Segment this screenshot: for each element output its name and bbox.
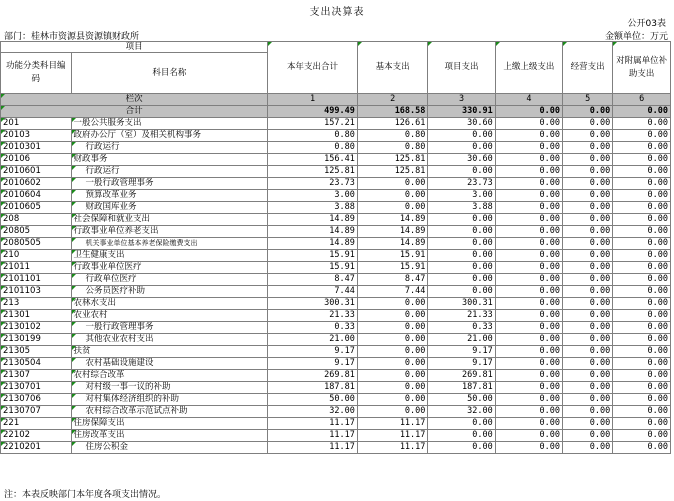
cell-name[interactable]: 对村级一事一议的补助: [71, 382, 268, 394]
cell-upper[interactable]: 0.00: [495, 202, 562, 214]
cell-name[interactable]: 行政事业单位医疗: [71, 262, 268, 274]
cell-business[interactable]: 0.00: [563, 154, 613, 166]
cell-total[interactable]: 3.00: [268, 190, 358, 202]
cell-name[interactable]: 一般行政管理事务: [71, 322, 268, 334]
cell-code[interactable]: 2010602: [1, 178, 72, 190]
cell-basic[interactable]: 0.00: [357, 190, 428, 202]
cell-business[interactable]: 0.00: [563, 430, 613, 442]
cell-total[interactable]: 0.33: [268, 322, 358, 334]
cell-total[interactable]: 9.17: [268, 358, 358, 370]
cell-total[interactable]: 7.44: [268, 286, 358, 298]
cell-upper[interactable]: 0.00: [495, 286, 562, 298]
cell-business[interactable]: 0.00: [563, 358, 613, 370]
cell-code[interactable]: 2130102: [1, 322, 72, 334]
cell-total[interactable]: 300.31: [268, 298, 358, 310]
cell-business[interactable]: 0.00: [563, 226, 613, 238]
header-project-expense[interactable]: 项目支出: [428, 42, 495, 94]
cell-project[interactable]: 0.00: [428, 430, 495, 442]
cell-basic[interactable]: 0.00: [357, 202, 428, 214]
cell-total[interactable]: 156.41: [268, 154, 358, 166]
header-project[interactable]: 项目: [1, 42, 268, 53]
cell-total[interactable]: 15.91: [268, 250, 358, 262]
cell-business[interactable]: 0.00: [563, 370, 613, 382]
cell-code[interactable]: 2130701: [1, 382, 72, 394]
cell-project[interactable]: 0.00: [428, 226, 495, 238]
table-row: [1, 154, 671, 166]
cell-project[interactable]: 0.00: [428, 442, 495, 454]
cell-name[interactable]: 农林水支出: [71, 298, 268, 310]
cell-code[interactable]: 2010601: [1, 166, 72, 178]
cell-subsidy[interactable]: 0.00: [613, 238, 671, 250]
cell-basic[interactable]: 0.00: [357, 310, 428, 322]
cell-subsidy[interactable]: 0.00: [613, 322, 671, 334]
cell-project[interactable]: 0.00: [428, 130, 495, 142]
cell-name[interactable]: 扶贫: [71, 346, 268, 358]
cell-subsidy[interactable]: 0.00: [613, 418, 671, 430]
cell-basic[interactable]: 0.00: [357, 394, 428, 406]
cell-name[interactable]: 住房改革支出: [71, 430, 268, 442]
cell-project[interactable]: 32.00: [428, 406, 495, 418]
cell-name[interactable]: 一般行政管理事务: [71, 178, 268, 190]
cell-basic[interactable]: 126.61: [357, 118, 428, 130]
cell-code[interactable]: 2010604: [1, 190, 72, 202]
table-number: 公开03表: [627, 19, 666, 29]
cell-subsidy[interactable]: 0.00: [613, 274, 671, 286]
cell-code[interactable]: 2130706: [1, 394, 72, 406]
cell-total[interactable]: 187.81: [268, 382, 358, 394]
cell-subsidy[interactable]: 0.00: [613, 382, 671, 394]
cell-subsidy[interactable]: 0.00: [613, 190, 671, 202]
cell-upper[interactable]: 0.00: [495, 406, 562, 418]
table-row: [1, 430, 671, 442]
table-row: [1, 310, 671, 322]
cell-name[interactable]: 社会保障和就业支出: [71, 214, 268, 226]
cell-project[interactable]: 269.81: [428, 370, 495, 382]
cell-name[interactable]: 预算改革业务: [71, 190, 268, 202]
cell-subsidy[interactable]: 0.00: [613, 394, 671, 406]
cell-total[interactable]: 11.17: [268, 430, 358, 442]
footnote: 注：本表反映部门本年度各项支出情况。: [4, 490, 167, 500]
cell-subsidy[interactable]: 0.00: [613, 286, 671, 298]
table-row: [1, 118, 671, 130]
table-row: [1, 418, 671, 430]
cell-project[interactable]: 0.33: [428, 322, 495, 334]
cell-total[interactable]: 23.73: [268, 178, 358, 190]
cell-name[interactable]: 农村基础设施建设: [71, 358, 268, 370]
cell-total[interactable]: 11.17: [268, 418, 358, 430]
cell-business[interactable]: 0.00: [563, 394, 613, 406]
table-row: [1, 322, 671, 334]
cell-project[interactable]: 0.00: [428, 286, 495, 298]
cell-subsidy[interactable]: 0.00: [613, 178, 671, 190]
cell-business[interactable]: 0.00: [563, 166, 613, 178]
cell-subsidy[interactable]: 0.00: [613, 334, 671, 346]
cell-basic[interactable]: 0.00: [357, 322, 428, 334]
cell-subsidy[interactable]: 0.00: [613, 202, 671, 214]
cell-name[interactable]: 行政运行: [71, 142, 268, 154]
cell-name[interactable]: 对村集体经济组织的补助: [71, 394, 268, 406]
cell-business[interactable]: 0.00: [563, 334, 613, 346]
cell-upper[interactable]: 0.00: [495, 154, 562, 166]
cell-code[interactable]: 2080505: [1, 238, 72, 250]
cell-upper[interactable]: 0.00: [495, 190, 562, 202]
cell-code[interactable]: 201: [1, 118, 72, 130]
cell-total[interactable]: 125.81: [268, 166, 358, 178]
cell-upper[interactable]: 0.00: [495, 238, 562, 250]
cell-name[interactable]: 公务员医疗补助: [71, 286, 268, 298]
cell-total[interactable]: 3.88: [268, 202, 358, 214]
cell-upper[interactable]: 0.00: [495, 322, 562, 334]
header-subsidy[interactable]: 对附属单位补助支出: [613, 42, 671, 94]
cell-total[interactable]: 14.89: [268, 214, 358, 226]
cell-code[interactable]: 213: [1, 298, 72, 310]
cell-subsidy[interactable]: 0.00: [613, 130, 671, 142]
total-total[interactable]: 499.49: [268, 106, 358, 118]
cell-code[interactable]: 22102: [1, 430, 72, 442]
table-row: [1, 382, 671, 394]
cell-upper[interactable]: 0.00: [495, 310, 562, 322]
cell-business[interactable]: 0.00: [563, 130, 613, 142]
cell-upper[interactable]: 0.00: [495, 358, 562, 370]
cell-upper[interactable]: 0.00: [495, 142, 562, 154]
cell-project[interactable]: 21.33: [428, 310, 495, 322]
cell-subsidy[interactable]: 0.00: [613, 442, 671, 454]
cell-basic[interactable]: 14.89: [357, 214, 428, 226]
cell-project[interactable]: 21.00: [428, 334, 495, 346]
cell-basic[interactable]: 15.91: [357, 262, 428, 274]
cell-total[interactable]: 14.89: [268, 238, 358, 250]
cell-project[interactable]: 9.17: [428, 346, 495, 358]
cell-basic[interactable]: 8.47: [357, 274, 428, 286]
cell-code[interactable]: 2010605: [1, 202, 72, 214]
cell-business[interactable]: 0.00: [563, 202, 613, 214]
cell-code[interactable]: 2130707: [1, 406, 72, 418]
table-row: [1, 334, 671, 346]
cell-upper[interactable]: 0.00: [495, 442, 562, 454]
cell-project[interactable]: 300.31: [428, 298, 495, 310]
cell-basic[interactable]: 125.81: [357, 154, 428, 166]
cell-upper[interactable]: 0.00: [495, 346, 562, 358]
table-row: [1, 406, 671, 418]
cell-code[interactable]: 21011: [1, 262, 72, 274]
cell-name[interactable]: 政府办公厅（室）及相关机构事务: [71, 130, 268, 142]
cell-subsidy[interactable]: 0.00: [613, 406, 671, 418]
cell-business[interactable]: 0.00: [563, 262, 613, 274]
cell-total[interactable]: 157.21: [268, 118, 358, 130]
cell-business[interactable]: 0.00: [563, 190, 613, 202]
cell-subsidy[interactable]: 0.00: [613, 346, 671, 358]
cell-subsidy[interactable]: 0.00: [613, 154, 671, 166]
cell-upper[interactable]: 0.00: [495, 166, 562, 178]
cell-subsidy[interactable]: 0.00: [613, 142, 671, 154]
total-upper[interactable]: 0.00: [495, 106, 562, 118]
cell-upper[interactable]: 0.00: [495, 394, 562, 406]
header-code[interactable]: 功能分类科目编码: [1, 53, 72, 94]
table-row: [1, 178, 671, 190]
cell-name[interactable]: 行政事业单位养老支出: [71, 226, 268, 238]
cell-project[interactable]: 0.00: [428, 250, 495, 262]
cell-code[interactable]: 20805: [1, 226, 72, 238]
seq-3[interactable]: 3: [428, 94, 495, 106]
seq-5[interactable]: 5: [563, 94, 613, 106]
seq-1[interactable]: 1: [268, 94, 358, 106]
cell-project[interactable]: 9.17: [428, 358, 495, 370]
header-name[interactable]: 科目名称: [71, 53, 268, 94]
total-subsidy[interactable]: 0.00: [613, 106, 671, 118]
total-business[interactable]: 0.00: [563, 106, 613, 118]
cell-upper[interactable]: 0.00: [495, 178, 562, 190]
page-title: 支出决算表: [309, 7, 365, 18]
cell-business[interactable]: 0.00: [563, 178, 613, 190]
cell-total[interactable]: 8.47: [268, 274, 358, 286]
cell-project[interactable]: 187.81: [428, 382, 495, 394]
cell-upper[interactable]: 0.00: [495, 370, 562, 382]
cell-upper[interactable]: 0.00: [495, 130, 562, 142]
cell-code[interactable]: 2101101: [1, 274, 72, 286]
cell-name[interactable]: 卫生健康支出: [71, 250, 268, 262]
cell-business[interactable]: 0.00: [563, 382, 613, 394]
table-row: [1, 442, 671, 454]
cell-code[interactable]: 20106: [1, 154, 72, 166]
cell-subsidy[interactable]: 0.00: [613, 310, 671, 322]
cell-subsidy[interactable]: 0.00: [613, 118, 671, 130]
cell-basic[interactable]: 11.17: [357, 418, 428, 430]
cell-subsidy[interactable]: 0.00: [613, 358, 671, 370]
cell-business[interactable]: 0.00: [563, 418, 613, 430]
cell-basic[interactable]: 0.00: [357, 298, 428, 310]
table-row: [1, 190, 671, 202]
cell-subsidy[interactable]: 0.00: [613, 298, 671, 310]
cell-name[interactable]: 财政国库业务: [71, 202, 268, 214]
total-label[interactable]: 合计: [1, 106, 268, 118]
cell-basic[interactable]: 0.00: [357, 358, 428, 370]
cell-name[interactable]: 其他农业农村支出: [71, 334, 268, 346]
cell-business[interactable]: 0.00: [563, 214, 613, 226]
cell-total[interactable]: 21.00: [268, 334, 358, 346]
cell-upper[interactable]: 0.00: [495, 430, 562, 442]
cell-basic[interactable]: 0.00: [357, 334, 428, 346]
header-upper[interactable]: 上缴上级支出: [495, 42, 562, 94]
cell-project[interactable]: 50.00: [428, 394, 495, 406]
cell-code[interactable]: 2210201: [1, 442, 72, 454]
cell-basic[interactable]: 0.80: [357, 130, 428, 142]
cell-total[interactable]: 32.00: [268, 406, 358, 418]
cell-total[interactable]: 9.17: [268, 346, 358, 358]
expenditure-table: [0, 41, 671, 454]
cell-project[interactable]: 0.00: [428, 262, 495, 274]
cell-project[interactable]: 30.60: [428, 118, 495, 130]
cell-name[interactable]: 行政运行: [71, 166, 268, 178]
cell-code[interactable]: 2010301: [1, 142, 72, 154]
table-row: [1, 298, 671, 310]
cell-basic[interactable]: 0.80: [357, 142, 428, 154]
header-basic[interactable]: 基本支出: [357, 42, 428, 94]
cell-subsidy[interactable]: 0.00: [613, 166, 671, 178]
cell-code[interactable]: 21307: [1, 370, 72, 382]
cell-business[interactable]: 0.00: [563, 238, 613, 250]
total-basic[interactable]: 168.58: [357, 106, 428, 118]
cell-project[interactable]: 0.00: [428, 142, 495, 154]
cell-business[interactable]: 0.00: [563, 322, 613, 334]
table-row: [1, 214, 671, 226]
table-row: [1, 130, 671, 142]
cell-subsidy[interactable]: 0.00: [613, 250, 671, 262]
cell-business[interactable]: 0.00: [563, 142, 613, 154]
cell-basic[interactable]: 14.89: [357, 238, 428, 250]
cell-business[interactable]: 0.00: [563, 274, 613, 286]
cell-upper[interactable]: 0.00: [495, 418, 562, 430]
cell-basic[interactable]: 0.00: [357, 346, 428, 358]
cell-subsidy[interactable]: 0.00: [613, 430, 671, 442]
table-row: [1, 286, 671, 298]
seq-2[interactable]: 2: [357, 94, 428, 106]
cell-upper[interactable]: 0.00: [495, 334, 562, 346]
table-row: [1, 202, 671, 214]
cell-code[interactable]: 2101103: [1, 286, 72, 298]
cell-total[interactable]: 15.91: [268, 262, 358, 274]
cell-code[interactable]: 2130199: [1, 334, 72, 346]
cell-code[interactable]: 221: [1, 418, 72, 430]
cell-subsidy[interactable]: 0.00: [613, 370, 671, 382]
cell-business[interactable]: 0.00: [563, 310, 613, 322]
cell-code[interactable]: 21301: [1, 310, 72, 322]
table-row: [1, 370, 671, 382]
cell-project[interactable]: 0.00: [428, 418, 495, 430]
cell-basic[interactable]: 7.44: [357, 286, 428, 298]
cell-project[interactable]: 0.00: [428, 214, 495, 226]
cell-code[interactable]: 208: [1, 214, 72, 226]
cell-project[interactable]: 3.00: [428, 190, 495, 202]
table-row: [1, 346, 671, 358]
cell-code[interactable]: 20103: [1, 130, 72, 142]
department-label: 部门：桂林市资源县资源镇财政所: [4, 32, 140, 42]
table-row: [1, 358, 671, 370]
cell-project[interactable]: 0.00: [428, 274, 495, 286]
cell-upper[interactable]: 0.00: [495, 118, 562, 130]
cell-basic[interactable]: 0.00: [357, 406, 428, 418]
cell-basic[interactable]: 11.17: [357, 430, 428, 442]
cell-project[interactable]: 3.88: [428, 202, 495, 214]
cell-basic[interactable]: 14.89: [357, 226, 428, 238]
cell-basic[interactable]: 0.00: [357, 382, 428, 394]
cell-total[interactable]: 0.80: [268, 130, 358, 142]
cell-basic[interactable]: 11.17: [357, 442, 428, 454]
cell-subsidy[interactable]: 0.00: [613, 262, 671, 274]
seq-6[interactable]: 6: [613, 94, 671, 106]
cell-code[interactable]: 21305: [1, 346, 72, 358]
cell-total[interactable]: 14.89: [268, 226, 358, 238]
header-business[interactable]: 经营支出: [563, 42, 613, 94]
cell-name[interactable]: 一般公共服务支出: [71, 118, 268, 130]
cell-business[interactable]: 0.00: [563, 442, 613, 454]
cell-total[interactable]: 11.17: [268, 442, 358, 454]
cell-basic[interactable]: 0.00: [357, 178, 428, 190]
cell-total[interactable]: 269.81: [268, 370, 358, 382]
row-seq-label[interactable]: 栏次: [1, 94, 268, 106]
cell-name[interactable]: 住房公积金: [71, 442, 268, 454]
cell-upper[interactable]: 0.00: [495, 382, 562, 394]
table-row: [1, 142, 671, 154]
table-row: [1, 166, 671, 178]
cell-name[interactable]: 住房保障支出: [71, 418, 268, 430]
cell-project[interactable]: 0.00: [428, 166, 495, 178]
table-row: [1, 226, 671, 238]
seq-4[interactable]: 4: [495, 94, 562, 106]
table-row: [1, 238, 671, 250]
cell-code[interactable]: 2130504: [1, 358, 72, 370]
cell-total[interactable]: 0.80: [268, 142, 358, 154]
cell-business[interactable]: 0.00: [563, 406, 613, 418]
cell-name[interactable]: 农业农村: [71, 310, 268, 322]
table-row: [1, 262, 671, 274]
cell-total[interactable]: 50.00: [268, 394, 358, 406]
cell-name[interactable]: 农村综合改革示范试点补助: [71, 406, 268, 418]
cell-basic[interactable]: 0.00: [357, 370, 428, 382]
cell-upper[interactable]: 0.00: [495, 250, 562, 262]
total-project[interactable]: 330.91: [428, 106, 495, 118]
header-total[interactable]: 本年支出合计: [268, 42, 358, 94]
cell-project[interactable]: 30.60: [428, 154, 495, 166]
cell-business[interactable]: 0.00: [563, 298, 613, 310]
cell-project[interactable]: 0.00: [428, 238, 495, 250]
cell-name[interactable]: 农村综合改革: [71, 370, 268, 382]
table-row: [1, 250, 671, 262]
cell-total[interactable]: 21.33: [268, 310, 358, 322]
cell-upper[interactable]: 0.00: [495, 226, 562, 238]
cell-project[interactable]: 23.73: [428, 178, 495, 190]
cell-name[interactable]: 财政事务: [71, 154, 268, 166]
cell-code[interactable]: 210: [1, 250, 72, 262]
cell-upper[interactable]: 0.00: [495, 298, 562, 310]
cell-upper[interactable]: 0.00: [495, 262, 562, 274]
cell-basic[interactable]: 15.91: [357, 250, 428, 262]
table-row: [1, 394, 671, 406]
cell-business[interactable]: 0.00: [563, 346, 613, 358]
cell-business[interactable]: 0.00: [563, 250, 613, 262]
cell-subsidy[interactable]: 0.00: [613, 214, 671, 226]
cell-upper[interactable]: 0.00: [495, 274, 562, 286]
table-row: [1, 274, 671, 286]
cell-name[interactable]: 机关事业单位基本养老保险缴费支出: [71, 238, 268, 250]
cell-upper[interactable]: 0.00: [495, 214, 562, 226]
cell-name[interactable]: 行政单位医疗: [71, 274, 268, 286]
unit-label: 金额单位：万元: [604, 32, 668, 42]
cell-business[interactable]: 0.00: [563, 286, 613, 298]
cell-subsidy[interactable]: 0.00: [613, 226, 671, 238]
cell-basic[interactable]: 125.81: [357, 166, 428, 178]
cell-business[interactable]: 0.00: [563, 118, 613, 130]
